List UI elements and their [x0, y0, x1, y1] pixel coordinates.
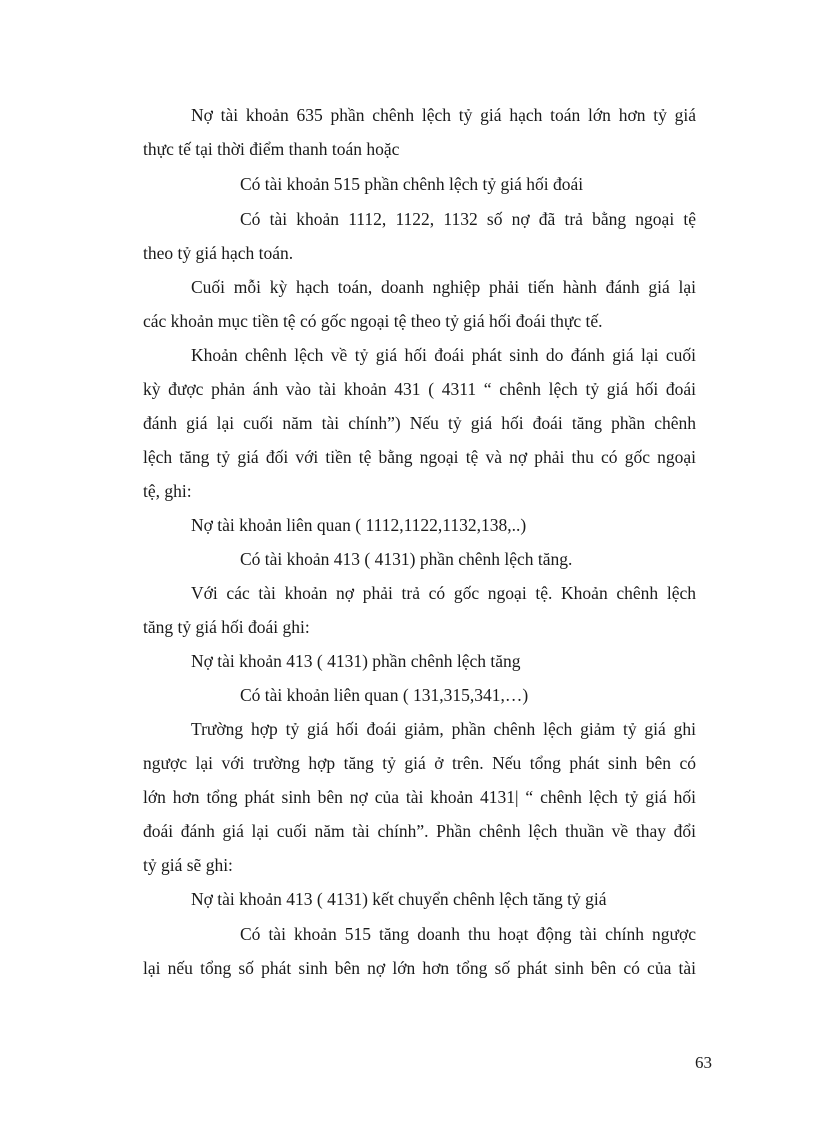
- text-line: đánh giá lại cuối năm tài chính”) Nếu tỷ giá hối đoái tăng phần chênh: [143, 413, 696, 433]
- text-line: Có tài khoản liên quan ( 131,315,341,…): [240, 685, 529, 705]
- text-line: Khoản chênh lệch về tỷ giá hối đoái phát sinh do đánh giá lại cuối: [191, 345, 696, 365]
- text-line: đoái đánh giá lại cuối năm tài chính”. Phần chênh lệch thuần về thay đổi: [143, 821, 696, 841]
- text-line: theo tỷ giá hạch toán.: [143, 243, 294, 263]
- text-line: Trường hợp tỷ giá hối đoái giảm, phần chênh lệch giảm tỷ giá ghi: [191, 719, 696, 739]
- text-line: Nợ tài khoản 635 phần chênh lệch tỷ giá hạch toán lớn hơn tỷ giá: [191, 105, 696, 125]
- text-line: Có tài khoản 515 phần chênh lệch tỷ giá hối đoái: [240, 174, 584, 194]
- text-line: Có tài khoản 413 ( 4131) phần chênh lệch tăng.: [240, 549, 573, 569]
- text-line: tệ, ghi:: [143, 481, 192, 501]
- text-line: Cuối mỗi kỳ hạch toán, doanh nghiệp phải tiến hành đánh giá lại: [191, 277, 696, 297]
- text-line: thực tế tại thời điểm thanh toán hoặc: [143, 139, 400, 159]
- text-line: Có tài khoản 1112, 1122, 1132 số nợ đã trả bằng ngoại tệ: [240, 209, 696, 229]
- page-number: 63: [695, 1053, 712, 1072]
- text-line: Nợ tài khoản 413 ( 4131) phần chênh lệch tăng: [191, 651, 521, 671]
- text-line: lệch tăng tỷ giá đối với tiền tệ bằng ngoại tệ và nợ phải thu có gốc ngoại: [143, 447, 696, 467]
- text-line: ngược lại với trường hợp tăng tỷ giá ở trên. Nếu tổng phát sinh bên có: [143, 753, 696, 773]
- text-line: Nợ tài khoản 413 ( 4131) kết chuyển chênh lệch tăng tỷ giá: [191, 889, 607, 909]
- text-line: Có tài khoản 515 tăng doanh thu hoạt động tài chính ngược: [240, 924, 696, 944]
- text-line: lớn hơn tổng phát sinh bên nợ của tài khoản 4131| “ chênh lệch tỷ giá hối: [143, 787, 696, 807]
- text-line: Nợ tài khoản liên quan ( 1112,1122,1132,138,..): [191, 515, 527, 535]
- text-line: các khoản mục tiền tệ có gốc ngoại tệ theo tỷ giá hối đoái thực tế.: [143, 311, 603, 331]
- text-line: tăng tỷ giá hối đoái ghi:: [143, 617, 310, 637]
- text-line: tỷ giá sẽ ghi:: [143, 855, 233, 875]
- text-line: lại nếu tổng số phát sinh bên nợ lớn hơn tổng số phát sinh bên có của tài: [143, 958, 696, 978]
- text-line: kỳ được phản ánh vào tài khoản 431 ( 4311 “ chênh lệch tỷ giá hối đoái: [143, 379, 696, 399]
- text-line: Với các tài khoản nợ phải trả có gốc ngoại tệ. Khoản chênh lệch: [191, 583, 696, 603]
